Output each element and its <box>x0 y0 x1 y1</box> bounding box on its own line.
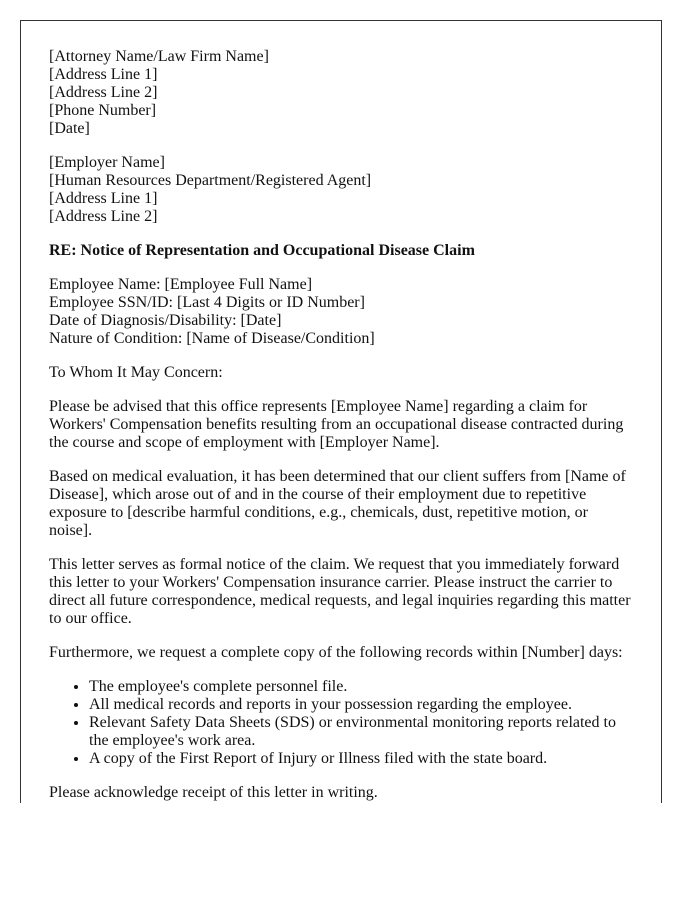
list-item: • All medical records and reports in your possession regarding the employee. <box>89 696 633 714</box>
list-item: • A copy of the First Report of Injury or Illness filed with the state board. <box>89 750 633 768</box>
recipient-name: [Employer Name] <box>49 154 165 171</box>
list-item: • The employee's complete personnel file. <box>89 678 633 696</box>
sender-name: [Attorney Name/Law Firm Name] <box>49 48 269 65</box>
recipient-address-line-1: [Address Line 1] <box>49 190 158 207</box>
recipient-address-block <box>49 154 633 226</box>
closing-request: Please acknowledge receipt of this letter in writing. <box>49 784 378 801</box>
letter-page <box>20 20 662 803</box>
paragraph-formal-notice: This letter serves as formal notice of the claim. We request that you immediately forward this letter to your Workers' Compensation insurance carrier. Please instruct the carrier to direct all future correspondence, medical requests, and legal inquiries regarding this matter to our office. <box>49 556 631 627</box>
document-viewport <box>20 20 662 803</box>
list-item: • Relevant Safety Data Sheets (SDS) or environmental monitoring reports related to the employee's work area. <box>89 714 633 750</box>
paragraph-medical-evaluation: Based on medical evaluation, it has been determined that our client suffers from [Name of Disease], which arose out of and in the course of their employment due to repetitive exposure to [describe harmful conditions, e.g., chemicals, dust, repetitive motion, or noise]. <box>49 468 626 539</box>
letter-date: [Date] <box>49 120 90 137</box>
paragraph-records-request: Furthermore, we request a complete copy of the following records within [Number] days: <box>49 644 623 661</box>
diagnosis-date-field: Date of Diagnosis/Disability: [Date] <box>49 312 282 329</box>
employee-name-field: Employee Name: [Employee Full Name] <box>49 276 313 293</box>
paragraph-representation: Please be advised that this office represents [Employee Name] regarding a claim for Workers' Compensation benefits resulting from an occupational disease contracted during the course and scope of employment with [Employer Name]. <box>49 398 624 451</box>
employee-id-field: Employee SSN/ID: [Last 4 Digits or ID Number] <box>49 294 365 311</box>
records-list <box>49 678 633 768</box>
sender-address-line-1: [Address Line 1] <box>49 66 158 83</box>
sender-phone: [Phone Number] <box>49 102 157 119</box>
sender-address-line-2: [Address Line 2] <box>49 84 158 101</box>
subject-line: RE: Notice of Representation and Occupational Disease Claim <box>49 242 475 259</box>
recipient-department: [Human Resources Department/Registered Agent] <box>49 172 372 189</box>
salutation: To Whom It May Concern: <box>49 364 223 381</box>
claim-details-block <box>49 276 633 348</box>
sender-address-block <box>49 48 633 138</box>
condition-field: Nature of Condition: [Name of Disease/Condition] <box>49 330 375 347</box>
recipient-address-line-2: [Address Line 2] <box>49 208 158 225</box>
